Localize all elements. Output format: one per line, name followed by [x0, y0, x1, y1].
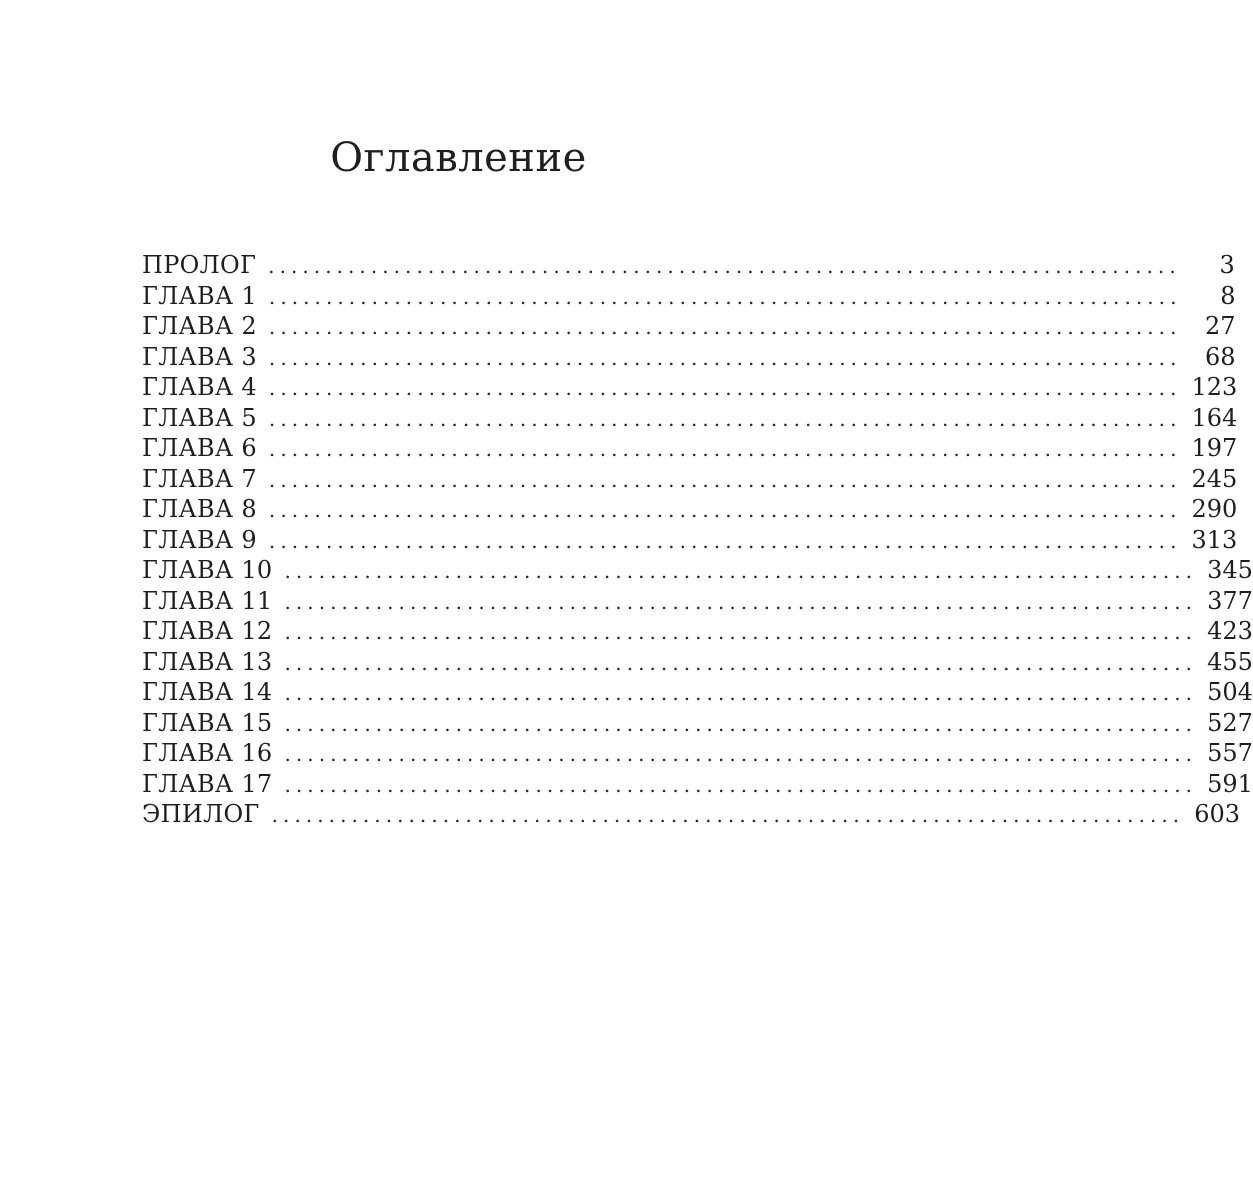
toc-entry: [142, 433, 1238, 464]
toc-entry: [142, 464, 1238, 495]
page-title: Оглавление: [330, 135, 587, 181]
toc-dot-leader: ................................................................................: [284, 589, 1198, 614]
toc-entry: [142, 586, 1253, 617]
toc-entry-label: ГЛАВА 3: [142, 342, 257, 371]
toc-entry: [142, 311, 1236, 342]
toc-entry-page-number: 164: [1191, 403, 1238, 432]
toc-entry-page-number: 423: [1207, 617, 1253, 645]
toc-entry-page-number: 313: [1191, 525, 1238, 554]
toc-entry-page-number: 68: [1204, 342, 1236, 371]
toc-entry-page-number: 591: [1207, 769, 1253, 798]
toc-entry-label: ГЛАВА 8: [142, 495, 257, 523]
toc-entry-label: ГЛАВА 9: [142, 525, 257, 554]
toc-entry-label: ГЛАВА 7: [142, 464, 257, 493]
toc-dot-leader: ................................................................................: [268, 345, 1182, 370]
toc-dot-leader: ................................................................................: [284, 620, 1198, 644]
toc-dot-leader: ................................................................................: [268, 498, 1182, 522]
toc-entry: [142, 799, 1241, 830]
toc-entry-page-number: 603: [1194, 800, 1241, 828]
toc-entry: [142, 281, 1236, 312]
toc-entry-label: ГЛАВА 5: [142, 403, 257, 432]
toc-dot-leader: ................................................................................: [271, 803, 1185, 827]
toc-entry: [142, 403, 1238, 434]
toc-dot-leader: ................................................................................: [268, 284, 1182, 309]
toc-entry-page-number: 123: [1191, 373, 1238, 401]
toc-entry-label: ГЛАВА 11: [142, 586, 273, 615]
toc-entry-page-number: 290: [1191, 495, 1238, 523]
toc-entry: [142, 647, 1253, 678]
toc-dot-leader: ................................................................................: [268, 467, 1182, 492]
toc-dot-leader: ................................................................................: [268, 406, 1182, 431]
toc-entry-label: ГЛАВА 17: [142, 769, 273, 798]
toc-dot-leader: ................................................................................: [284, 681, 1198, 705]
toc-dot-leader: ................................................................................: [284, 742, 1198, 766]
toc-entry: [142, 677, 1253, 708]
toc-entry-page-number: 377: [1207, 586, 1253, 615]
toc-dot-leader: ................................................................................: [284, 559, 1198, 583]
toc-entry-page-number: 3: [1219, 251, 1235, 279]
toc-entry-label: ГЛАВА 13: [142, 647, 273, 676]
toc-entry-page-number: 527: [1207, 708, 1253, 737]
toc-entry: [142, 250, 1235, 281]
toc-entry-page-number: 504: [1207, 678, 1253, 706]
toc-dot-leader: ................................................................................: [268, 254, 1181, 278]
toc-entry-label: ГЛАВА 2: [142, 312, 257, 340]
toc-entry-label: ГЛАВА 15: [142, 708, 273, 737]
toc-entry-label: ГЛАВА 1: [142, 281, 257, 310]
toc-entry: [142, 372, 1238, 403]
toc-entry: [142, 342, 1236, 373]
table-of-contents: [142, 250, 1253, 830]
toc-entry: [142, 769, 1253, 800]
toc-entry-label: ГЛАВА 10: [142, 556, 273, 584]
toc-dot-leader: ................................................................................: [284, 711, 1198, 736]
toc-entry-label: ГЛАВА 4: [142, 373, 257, 401]
toc-entry: [142, 555, 1253, 586]
toc-entry-label: ГЛАВА 6: [142, 434, 257, 462]
toc-entry-label: ГЛАВА 14: [142, 678, 273, 706]
toc-dot-leader: ................................................................................: [284, 650, 1198, 675]
toc-dot-leader: ................................................................................: [268, 376, 1182, 400]
toc-entry-page-number: 27: [1204, 312, 1236, 340]
toc-entry-page-number: 245: [1191, 464, 1238, 493]
toc-entry-page-number: 345: [1207, 556, 1253, 584]
toc-dot-leader: ................................................................................: [268, 437, 1182, 461]
toc-entry-label: ГЛАВА 12: [142, 617, 273, 645]
toc-entry-page-number: 455: [1207, 647, 1253, 676]
toc-entry: [142, 708, 1253, 739]
toc-entry-label: ГЛАВА 16: [142, 739, 273, 767]
toc-entry-page-number: 8: [1220, 281, 1236, 310]
toc-dot-leader: ................................................................................: [284, 772, 1198, 797]
toc-entry-page-number: 197: [1191, 434, 1238, 462]
toc-entry: [142, 616, 1253, 647]
toc-entry: [142, 738, 1253, 769]
toc-entry-label: ЭПИЛОГ: [142, 800, 260, 828]
toc-entry: [142, 525, 1238, 556]
toc-dot-leader: ................................................................................: [268, 528, 1182, 553]
toc-entry: [142, 494, 1238, 525]
toc-dot-leader: ................................................................................: [268, 315, 1182, 339]
toc-entry-label: ПРОЛОГ: [142, 251, 257, 279]
toc-entry-page-number: 557: [1207, 739, 1253, 767]
